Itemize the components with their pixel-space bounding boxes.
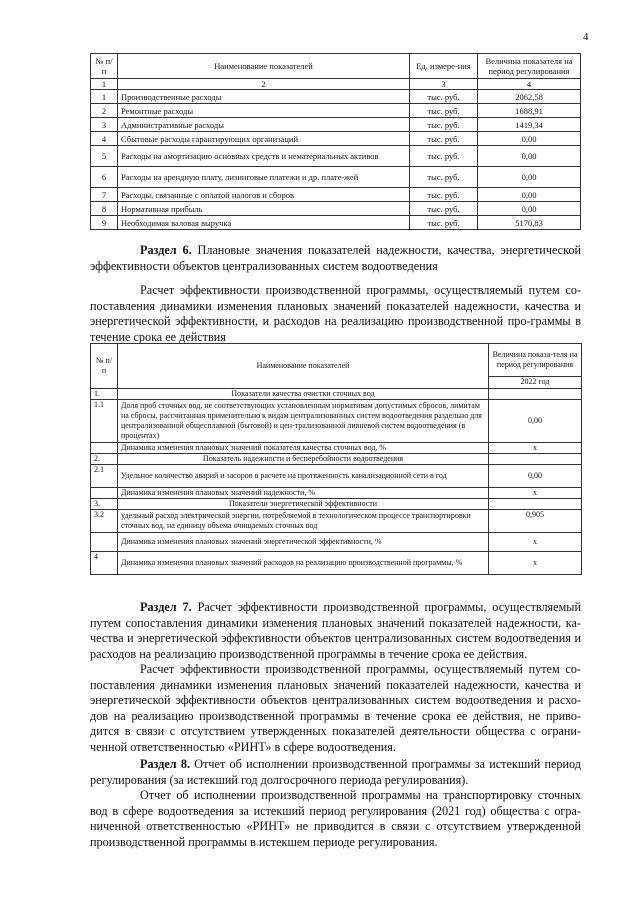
costs-table (90, 53, 581, 230)
table-row (91, 118, 581, 132)
empty-cell (489, 454, 582, 465)
col-number-cell: 4 (478, 79, 581, 90)
row-number: 3 (91, 118, 118, 132)
table-row (91, 443, 582, 454)
section8-label: Раздел 8. (140, 757, 191, 771)
row-unit: тыс. руб. (410, 132, 478, 146)
row-name: Административные расходы (118, 118, 410, 132)
row-unit: тыс. руб. (410, 146, 478, 167)
table-row (91, 216, 581, 230)
section-number: 3. (91, 499, 118, 510)
col-header-value: Величина показателя на период регулирования (478, 54, 581, 79)
table-row (91, 533, 582, 552)
row-value: 0,00 (478, 202, 581, 216)
section-title: Показатели энергетической эффективности (118, 499, 489, 510)
section-number: 2. (91, 454, 118, 465)
col-number-cell: 1 (91, 79, 118, 90)
table-header-row (91, 344, 582, 377)
col-header-name: Наименование показателей (118, 54, 410, 79)
row-name: Расходы, связанные с оплатой налогов и сборов (118, 188, 410, 202)
row-value: x (489, 552, 582, 575)
section-row (91, 389, 582, 400)
row-value: x (489, 443, 582, 454)
section-number: 1. (91, 389, 118, 400)
row-name: Нормативная прибыль (118, 202, 410, 216)
table-row (91, 104, 581, 118)
row-value: 2062,58 (478, 90, 581, 104)
table-row (91, 510, 582, 533)
row-name: Производственные расходы (118, 90, 410, 104)
table-row (91, 400, 582, 443)
table-row (91, 90, 581, 104)
row-name: Сбытовые расходы гарантирующих организаций (118, 132, 410, 146)
col-header-name: Наименование показателей (118, 344, 489, 389)
col-header-number: № п/п (91, 54, 118, 79)
section8-title: Отчет об исполнении производственной программы за истекший период регулирования (за истекший год долгосрочного периода регулирования). (90, 757, 581, 787)
table-row (91, 488, 582, 499)
col-header-number: № п/ п (91, 344, 118, 389)
row-name: Динамика изменения плановых значений надежности, % (118, 488, 489, 499)
table-row (91, 188, 581, 202)
section6-heading (90, 243, 581, 274)
table-row (91, 132, 581, 146)
section6-paragraph: Расчет эффективности производственной программы, осуществляемый путем со-поставления динамики изменения плановых значений показателей надежности, качества и энергетической эффективности, и расходов на реализацию производственной про-граммы в течение срока ее действия (90, 283, 581, 344)
row-number: 4 (91, 552, 118, 575)
empty-cell (91, 488, 118, 499)
row-value: 0,00 (478, 132, 581, 146)
row-number: 8 (91, 202, 118, 216)
row-unit: тыс. руб. (410, 167, 478, 188)
row-number: 1.1 (91, 400, 118, 443)
page-number: 4 (583, 31, 589, 43)
row-value: 1419,34 (478, 118, 581, 132)
table-row (91, 167, 581, 188)
section-title: Показатель надежности и бесперебойности водоотведения (118, 454, 489, 465)
row-number: 6 (91, 167, 118, 188)
section8-heading (90, 757, 581, 788)
indicators-table (90, 343, 582, 575)
section8-paragraph: Отчет об исполнении производственной программы на транспортировку сточных вод в сфере водоотведения за истекший период регулирования (2021 год) общества с огра-ниченной ответственностью «РИНТ» не приводится в связи с отсутствием утвержденной производственной программы в истекшем периоде регулирования. (90, 788, 581, 849)
row-name: Ремонтные расходы (118, 104, 410, 118)
section-row (91, 454, 582, 465)
section-row (91, 499, 582, 510)
row-unit: тыс. руб. (410, 118, 478, 132)
row-number: 1 (91, 90, 118, 104)
row-name: Необходимая валовая выручка (118, 216, 410, 230)
row-number: 4 (91, 132, 118, 146)
section7-paragraph-1 (90, 600, 581, 662)
empty-cell (91, 533, 118, 552)
row-value: x (489, 533, 582, 552)
row-number: 7 (91, 188, 118, 202)
row-unit: тыс. руб. (410, 202, 478, 216)
section7-text: Расчет эффективности производственной программы, осуществляемый путем сопоставления динамики изменения плановых значений показателей надежности, ка-чества и энергетической эффективности объектов централизованных систем водоотведения и расходов на реализацию производственной программы в течение срока ее действия. (90, 600, 581, 661)
row-number: 2.1 (91, 465, 118, 488)
row-value: x (489, 488, 582, 499)
table-header-row (91, 54, 581, 79)
row-value: 1688,91 (478, 104, 581, 118)
row-unit: тыс. руб. (410, 216, 478, 230)
col-number-cell: 2 (118, 79, 410, 90)
row-value: 0,00 (478, 146, 581, 167)
section7-paragraph-2: Расчет эффективности производственной программы, осуществляемый путем со-поставления динамики изменения плановых значений показателей надежности, качества и энергетической эффективности объектов централизованных систем водоотведения и расхо-дов на реализацию производственной программы в течение срока ее действия, не приво-дится в связи с отсутствием утвержденных показателей деятельности общества с ограни-ченной ответственностью «РИНТ» в сфере водоотведения. (90, 662, 581, 754)
row-name: Расходы на амортизацию основных средств и нематериальных активов (118, 146, 410, 167)
row-unit: тыс. руб. (410, 188, 478, 202)
empty-cell (91, 443, 118, 454)
col-header-unit: Ед. измере-ния (410, 54, 478, 79)
column-numbers-row (91, 79, 581, 90)
col-header-value: Величина показа-теля на период регулирования (489, 344, 582, 377)
row-name: удельный расход электрической энергии, потребляемой в технологическом процессе транспортировки сточных вод, на единицу объема очищаемых сточных вод (118, 510, 489, 533)
row-value: 0,00 (478, 188, 581, 202)
section6-label: Раздел 6. (140, 243, 192, 257)
row-value: 0,905 (489, 510, 582, 533)
row-name: Динамика изменения плановых значений показателя качества сточных вод, % (118, 443, 489, 454)
row-name: Доля проб сточных вод, не соответствующих установленным нормативам допустимых сбросов, лимитам на сбросы, рассчитанная применительно к видам централизованных систем водоотведения раздельно для централизованной общесплавной (бытовой) и цен-трализованной ливневой систем водоотведения (в процентах) (118, 400, 489, 443)
row-name: Динамика изменения плановых значений энергетической эффективности, % (118, 533, 489, 552)
table-row (91, 202, 581, 216)
row-number: 5 (91, 146, 118, 167)
section7-label: Раздел 7. (140, 600, 192, 614)
empty-cell (489, 389, 582, 400)
col-header-year: 2022 год (489, 376, 582, 388)
row-value: 0,00 (489, 465, 582, 488)
row-number: 2 (91, 104, 118, 118)
table-row (91, 465, 582, 488)
section6-title: Плановые значения показателей надежности, качества, энергетической эффективности объектов централизованных систем водоотведения (90, 243, 581, 273)
row-value: 0,00 (489, 400, 582, 443)
row-number: 3.2 (91, 510, 118, 533)
row-value: 5170,83 (478, 216, 581, 230)
row-name: Расходы на арендную плату, лизинговые платежи и др. плате-жей (118, 167, 410, 188)
row-number: 9 (91, 216, 118, 230)
row-name: Удельное количество аварий и засоров в расчете на протяженность канализационной сети в год (118, 465, 489, 488)
row-value: 0,00 (478, 167, 581, 188)
row-name: Динамика изменения плановых значений расходов на реализацию производственной программы, % (118, 552, 489, 575)
col-number-cell: 3 (410, 79, 478, 90)
table-row (91, 552, 582, 575)
row-unit: тыс. руб. (410, 90, 478, 104)
empty-cell (489, 499, 582, 510)
section-title: Показатели качества очистки сточных вод (118, 389, 489, 400)
table-row (91, 146, 581, 167)
row-unit: тыс. руб. (410, 104, 478, 118)
